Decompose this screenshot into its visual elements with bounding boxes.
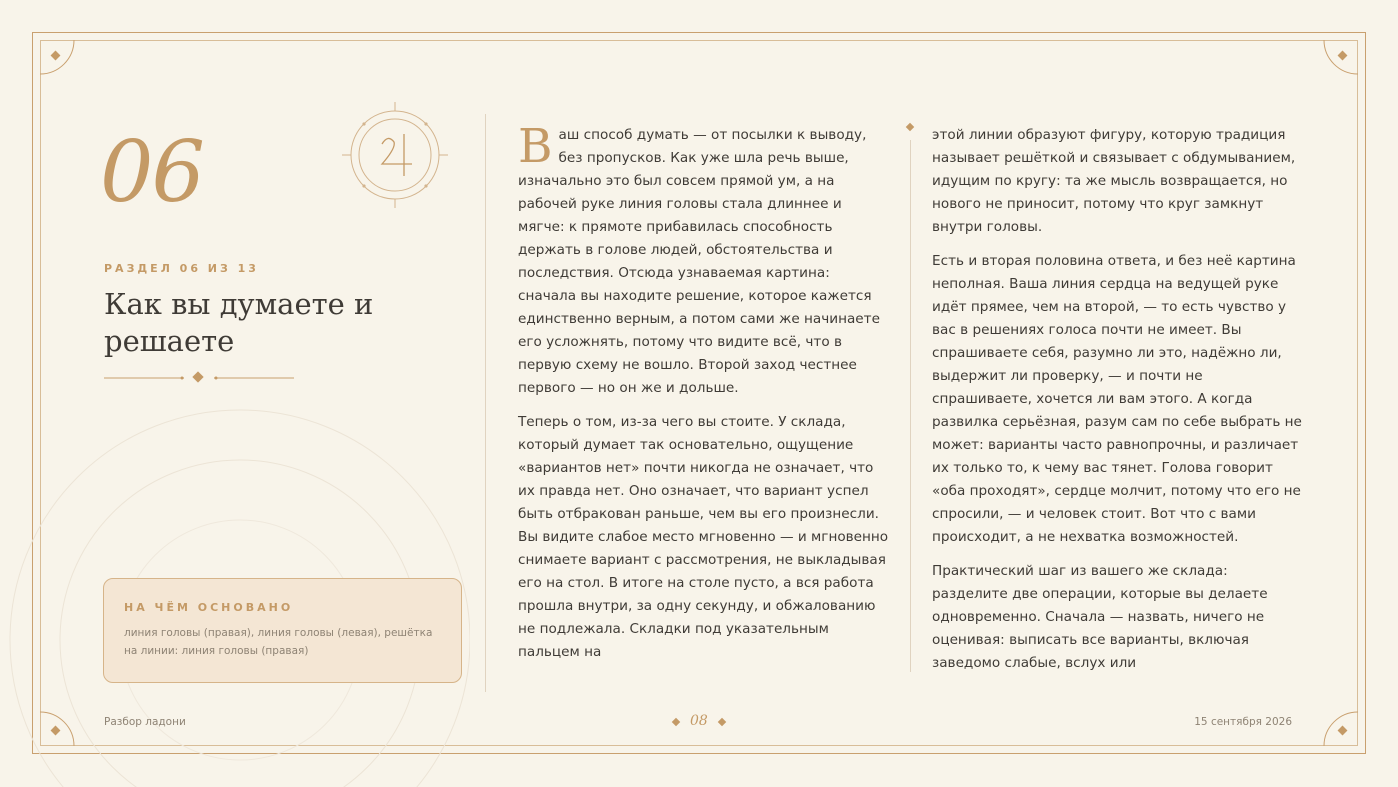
section-number: 06 <box>100 123 203 221</box>
text-column-1 <box>518 119 890 675</box>
source-title: НА ЧЁМ ОСНОВАНО <box>124 601 294 614</box>
corner-ornament-bottom-right <box>1318 706 1358 746</box>
paragraph: Теперь о том, из-за чего вы стоите. У склада, который думает так основательно, ощущение «вариантов нет» почти никогда не означает, что их правда нет. Оно означает, что вариант успел быть отбракован раньше, чем вы его произнесли. Вы видите слабое место мгновенно — и мгновенно снимаете вариант с рассмотрения, не выкладывая его на стол. В итоге на столе пусто, а вся работа прошла внутри, за одну секунду, и обжалованию не подлежала. Складки под указательным пальцем на <box>518 414 889 660</box>
title-divider-ornament <box>104 370 294 386</box>
paragraph: Есть и вторая половина ответа, и без неё картина неполная. Ваша линия сердца на ведущей руке идёт прямее, чем на второй, — то есть чувство у вас в решениях голоса почти не имеет. Вы спрашиваете себя, разумно ли это, надёжно ли, выдержит ли проверку, — и почти не спрашиваете, хочется ли вам этого. А когда развилка серьёзная, разум сам по себе выбрать не может: варианты часто равнопрочны, и различает их только то, к чему вас тянет. Голова говорит «оба проходят», сердце молчит, потому что его не спросили, — и человек стоит. Вот что с вами происходит, а не нехватка возможностей. <box>932 253 1302 545</box>
text-column-2 <box>932 124 1304 686</box>
column-divider-right <box>910 140 911 672</box>
paragraph: этой линии образуют фигуру, которую традиция называет решёткой и связывает с обдумыванием, идущим по кругу: та же мысль возвращается, но нового не приносит, потому что круг замкнут внутри головы. <box>932 127 1296 235</box>
footer-title: Разбор ладони <box>104 716 186 728</box>
source-box <box>103 578 462 683</box>
column-divider-left <box>485 114 486 692</box>
section-title: Как вы думаете и решаете <box>104 287 374 358</box>
drop-cap: В <box>518 119 553 174</box>
corner-ornament-top-left <box>40 40 80 80</box>
jupiter-emblem-icon <box>340 100 450 210</box>
section-label: РАЗДЕЛ 06 ИЗ 13 <box>104 262 259 275</box>
paragraph: Ваш способ думать — от посылки к выводу, без пропусков. Как уже шла речь выше, изначально это был совсем прямой ум, а на рабочей руке линия головы стала длиннее и мягче: к прямоте прибавилась способность держать в голове людей, обстоятельства и последствия. Отсюда узнаваемая картина: сначала вы находите решение, которое кажется единственно верным, а потом сами же начинаете его усложнять, потому что видите всё, что в первую схему не вошло. Второй заход честнее первого — но он же и дольше. <box>518 119 880 396</box>
corner-ornament-top-right <box>1318 40 1358 80</box>
paragraph: Практический шаг из вашего же склада: разделите две операции, которые вы делаете одновременно. Сначала — назвать, ничего не оценивая: выписать все варианты, включая заведомо слабые, вслух или <box>932 563 1268 671</box>
footer-date: 15 сентября 2026 <box>1194 716 1292 728</box>
source-text: линия головы (правая), линия головы (левая), решётка на линии: линия головы (правая) <box>124 627 433 657</box>
page-number: 08 <box>690 713 708 729</box>
